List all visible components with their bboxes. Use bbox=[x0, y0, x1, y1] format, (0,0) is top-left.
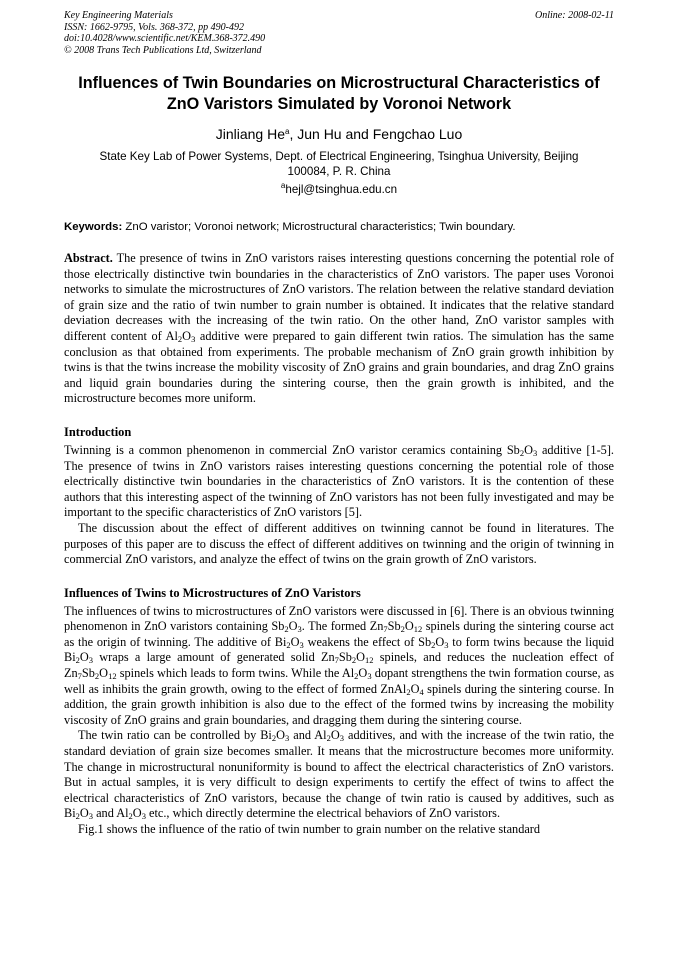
affiliation-line-1: State Key Lab of Power Systems, Dept. of Electrical Engineering, Tsinghua University, Beijing bbox=[99, 150, 579, 163]
subscript: 2 bbox=[286, 639, 291, 650]
paragraph-text: additive [1-5]. The presence of twins in ZnO varistors raises interesting questions concerning the potential role of those electrically distinctive twin boundaries in the characteristics of ZnO varistors. It is the contention of these authors that this interesting aspect of the twinning of ZnO varistors has not been fully investigated and may be important to the specific characteristics of ZnO varistors [5]. bbox=[64, 442, 614, 520]
subscript: 2 bbox=[354, 671, 359, 682]
paragraph-text: Sb bbox=[387, 619, 401, 634]
subscript: 2 bbox=[326, 733, 331, 744]
section2-heading: Influences of Twins to Microstructures of ZnO Varistors bbox=[64, 585, 361, 600]
paragraph-text: O bbox=[79, 650, 89, 665]
paragraph-text: O bbox=[356, 650, 366, 665]
paragraph-text: O bbox=[330, 728, 340, 743]
subscript: 2 bbox=[94, 671, 100, 682]
issn-line: ISSN: 1662-9795, Vols. 368-372, pp 490-492 bbox=[64, 21, 244, 33]
email-sup: a bbox=[280, 181, 286, 190]
paragraph-text: O bbox=[435, 634, 445, 649]
subscript: 7 bbox=[383, 624, 388, 635]
subscript: 2 bbox=[400, 624, 405, 635]
subscript: 3 bbox=[141, 811, 146, 822]
title-line-2: ZnO Varistors Simulated by Voronoi Network bbox=[166, 95, 512, 113]
abstract-text: O bbox=[182, 328, 192, 343]
paragraph-text: O bbox=[79, 806, 89, 821]
subscript: 2 bbox=[351, 655, 357, 666]
keywords bbox=[64, 220, 614, 234]
journal-name: Key Engineering Materials bbox=[64, 10, 173, 21]
subscript: 2 bbox=[75, 655, 80, 666]
section2-paragraph-3: Fig.1 shows the influence of the ratio of twin number to grain number on the relative standard bbox=[78, 822, 541, 836]
subscript: 2 bbox=[406, 686, 411, 697]
paragraph-text: etc., which directly determine the electrical behaviors of ZnO varistors. bbox=[145, 806, 501, 821]
abstract-text: The presence of twins in ZnO varistors raises interesting questions concerning the potential role of those electrically distinctive twin boundaries in the characteristics of ZnO varistors. The paper uses Voronoi networks to simulate the microstructures of ZnO varistors. The relation between the relative standard deviation of grain size and the ratio of twin number to grain number is obtained. It indicates that the relative standard deviation decreases with the increasing of the twin ratio. On the other hand, ZnO varistor samples with different content of Al bbox=[64, 251, 614, 343]
paragraph-text: O bbox=[290, 634, 300, 649]
subscript: 3 bbox=[339, 733, 344, 744]
paragraph-text: weakens the effect of Sb bbox=[303, 634, 432, 649]
affiliation bbox=[64, 149, 614, 179]
subscript: 12 bbox=[108, 671, 117, 682]
subscript: 3 bbox=[532, 447, 538, 458]
affiliation-line-2: 100084, P. R. China bbox=[287, 165, 391, 178]
subscript: 3 bbox=[88, 811, 94, 822]
title-line-1: Influences of Twin Boundaries on Microstructural Characteristics of bbox=[78, 74, 600, 92]
subscript: 2 bbox=[75, 811, 80, 822]
subscript: 4 bbox=[419, 686, 424, 697]
subscript: 7 bbox=[334, 655, 339, 666]
paragraph-text: The twin ratio can be controlled by Bi bbox=[78, 728, 272, 743]
subscript: 3 bbox=[285, 733, 290, 744]
keywords-label: Keywords: bbox=[64, 221, 123, 233]
subscript: 2 bbox=[271, 733, 277, 744]
paragraph-text: to form twins because the liquid Bi bbox=[64, 634, 614, 665]
journal-header bbox=[64, 10, 614, 56]
paragraph-text: O bbox=[410, 681, 420, 696]
email-line bbox=[64, 183, 614, 197]
paragraph-text: wraps a large amount of generated solid Zn bbox=[93, 650, 335, 665]
paragraph-text: spinels during the sintering course act as the origin of twinning. The additive of Bi bbox=[64, 619, 614, 649]
abstract-text: additive were prepared to gain different twin ratios. The simulation has the same conclusion as that obtained from experiments. The probable mechanism of ZnO grain growth inhibition by twins is that the twins increase the mobility viscosity of ZnO grains and grain boundaries, and drag ZnO grains and liquid grain boundaries during the sintering course, then the grain growth is inhibited, and the microstructure becomes more uniform. bbox=[64, 328, 614, 406]
subscript: 12 bbox=[365, 655, 374, 666]
paragraph-text: O bbox=[132, 806, 142, 821]
paragraph-text: additives, and with the increase of the twin ratio, the standard deviation of grain size becomes smaller. It means that the microstructure becomes more uniformity. The change in microstructural nonuniformity is bound to affect the electrical characteristics of ZnO varistors. But in actual samples, it is very difficult to design experiments to certify the effect of twins to affect the electrical characteristics of ZnO varistors, because the change of twin ratio is caused by additives, such as Bi bbox=[64, 728, 615, 821]
keywords-text: ZnO varistor; Voronoi network; Microstructural characteristics; Twin boundary. bbox=[122, 221, 516, 233]
paragraph-text: spinels, and reduces the nucleation effect of Zn bbox=[64, 650, 614, 681]
paragraph-text: spinels during the sintering course. In addition, the grain growth inhibition is also due to the effect of the formed twins by increasing the mobility viscosity of ZnO grains and grain boundaries, and dragging them during the sintering course. bbox=[64, 681, 614, 727]
paragraph-text: Sb bbox=[81, 666, 95, 681]
subscript: 3 bbox=[297, 624, 302, 635]
paragraph-text: O bbox=[524, 442, 533, 457]
paragraph-text: Sb bbox=[338, 650, 352, 665]
subscript: 3 bbox=[444, 639, 449, 650]
subscript: 12 bbox=[413, 624, 423, 635]
paragraph-text: O bbox=[404, 619, 414, 634]
author-first: Jinliang He bbox=[215, 126, 285, 142]
abstract bbox=[64, 251, 614, 407]
paper-title bbox=[64, 73, 614, 115]
email-address[interactable]: hejl@tsinghua.edu.cn bbox=[285, 183, 398, 196]
section2-paragraph-2 bbox=[64, 728, 614, 822]
section2-paragraph-1 bbox=[64, 604, 614, 729]
author-list bbox=[64, 126, 614, 143]
intro-paragraph-2: The discussion about the effect of different additives on twinning cannot be found in literatures. The purposes of this paper are to discuss the effect of different additives on twinning and the origin of twinning in commercial ZnO varistors, and analyze the effect of twins on the grain growth of ZnO varistors. bbox=[64, 520, 614, 567]
subscript: 2 bbox=[284, 624, 289, 635]
paragraph-text: spinels which leads to form twins. While the Al bbox=[116, 666, 355, 681]
paragraph-text: . The formed Zn bbox=[301, 619, 384, 634]
paragraph-text: O bbox=[276, 728, 285, 743]
paragraph-text: The influences of twins to microstructures of ZnO varistors were discussed in [6]. There is an obvious twinning phenomenon in ZnO varistors containing Sb bbox=[64, 603, 614, 634]
abstract-label: Abstract. bbox=[64, 251, 113, 265]
paragraph-text: O bbox=[99, 666, 109, 681]
subscript: 7 bbox=[77, 671, 82, 682]
paragraph-text: dopant strengthens the twin formation course, as well as inhibits the grain growth, owing to the effect of formed ZnAl bbox=[64, 666, 614, 696]
paragraph-text: and Al bbox=[289, 728, 327, 743]
paragraph-text: and Al bbox=[93, 806, 129, 821]
author-rest: , Jun Hu and Fengchao Luo bbox=[289, 126, 463, 142]
subscript: 2 bbox=[128, 811, 133, 822]
subscript: 2 bbox=[177, 333, 183, 344]
author-first-sup: a bbox=[285, 127, 290, 136]
paragraph-text: O bbox=[288, 619, 298, 634]
intro-heading: Introduction bbox=[64, 424, 132, 439]
subscript: 2 bbox=[519, 447, 525, 458]
online-date: Online: 2008-02-11 bbox=[535, 10, 614, 21]
subscript: 3 bbox=[367, 671, 372, 682]
copyright-line: © 2008 Trans Tech Publications Ltd, Switzerland bbox=[64, 44, 262, 56]
subscript: 2 bbox=[431, 639, 436, 650]
subscript: 3 bbox=[191, 333, 196, 344]
subscript: 3 bbox=[299, 639, 304, 650]
paragraph-text: Twinning is a common phenomenon in commercial ZnO varistor ceramics containing Sb bbox=[64, 442, 520, 457]
doi-line: doi:10.4028/www.scientific.net/KEM.368-372.490 bbox=[64, 33, 266, 44]
intro-paragraph-1 bbox=[64, 443, 614, 521]
subscript: 3 bbox=[88, 655, 94, 666]
paragraph-text: O bbox=[358, 666, 368, 681]
